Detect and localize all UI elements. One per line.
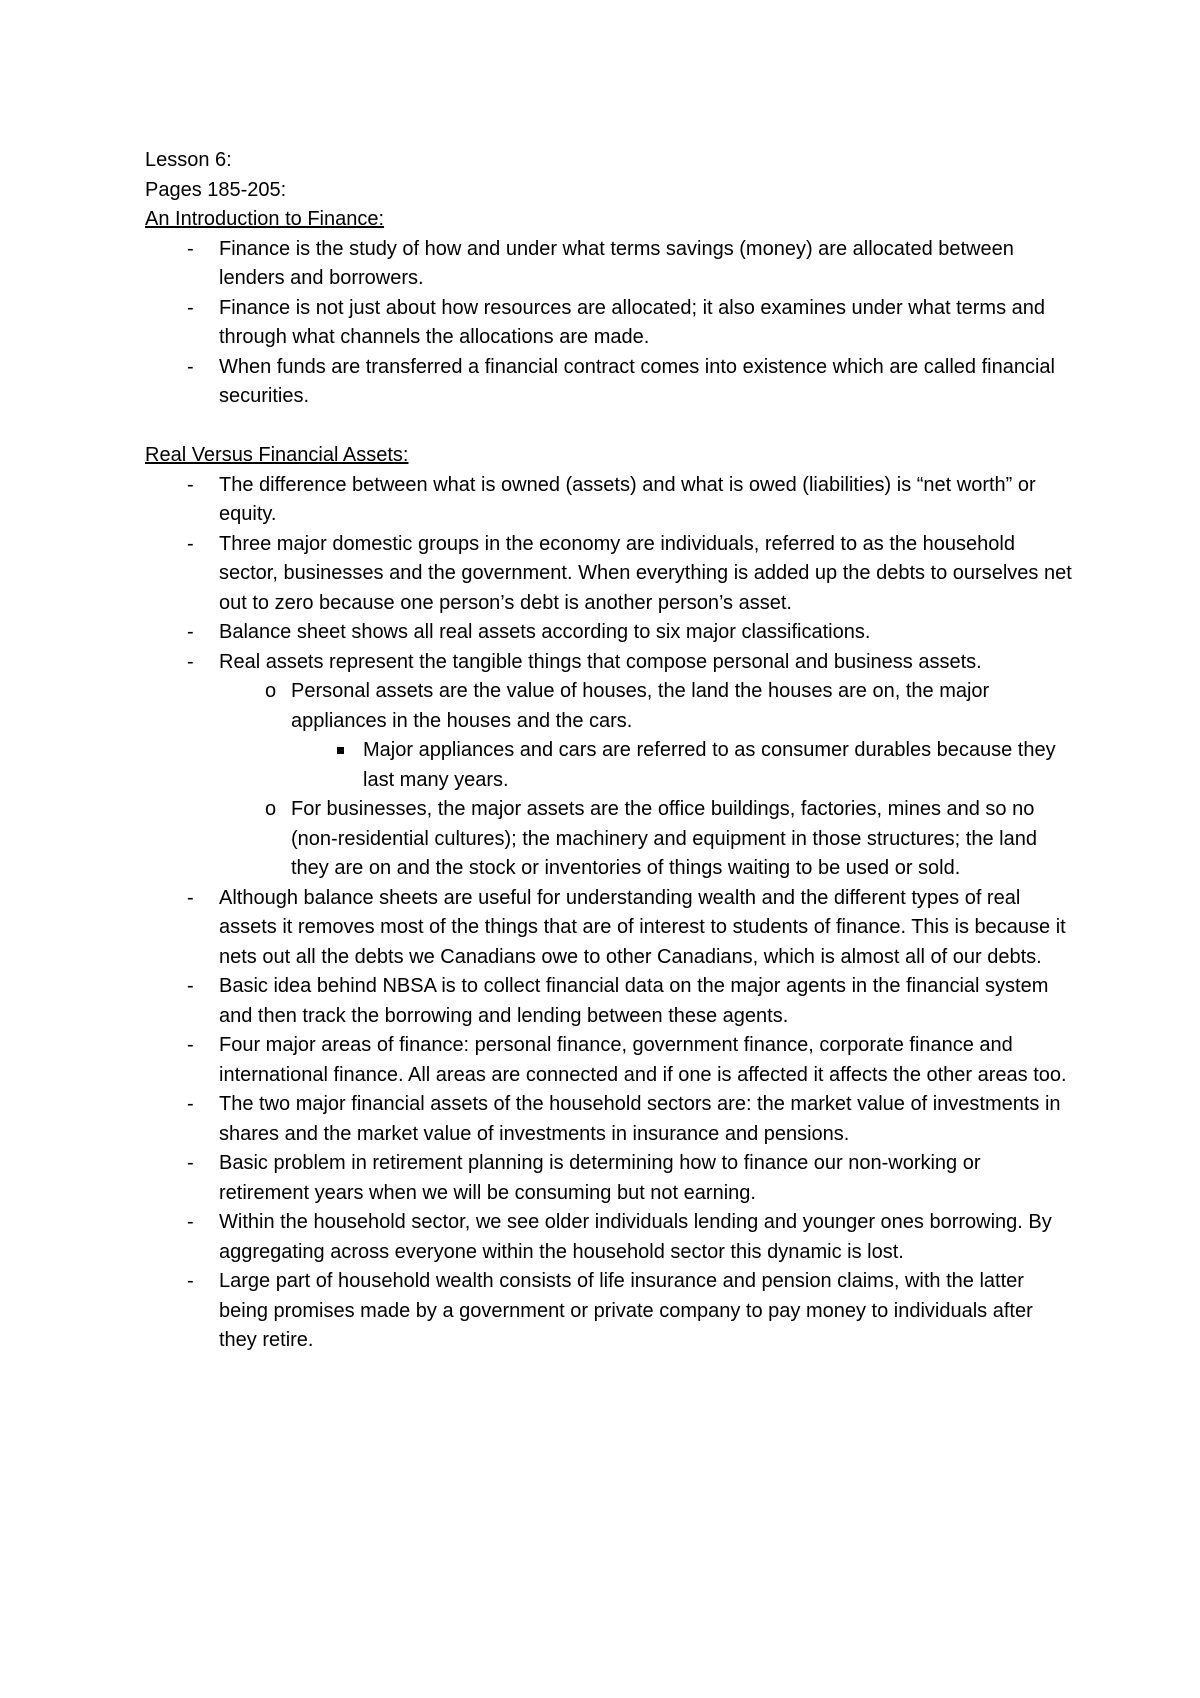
list-item-text: Balance sheet shows all real assets according to six major classifications. [219,621,871,643]
dash-bullet: - [187,1034,194,1056]
list-item-text: Large part of household wealth consists of life insurance and pension claims, with the latter being promises made by a government or private company to pay money to individuals after they retire. [219,1270,1033,1351]
circle-bullet: o [265,680,277,702]
list-item-text: Real assets represent the tangible things that compose personal and business assets. [219,650,982,673]
list-item [145,1149,1075,1208]
list-item [145,1090,1075,1149]
list-item-text: Within the household sector, we see older individuals lending and younger ones borrowing. By aggregating across everyone within the household sector this dynamic is lost. [219,1211,1052,1263]
sub-list-item-text: For businesses, the major assets are the office buildings, factories, mines and so no (non-residential cultures); the machinery and equipment in those structures; the land they are on and the stock or inventories of things waiting to be used or sold. [291,798,1037,879]
list-item [145,1208,1075,1267]
list-item [145,353,1075,412]
section-heading-intro: An Introduction to Finance: [145,208,385,230]
document-content [145,146,1075,1356]
circle-bullet: o [265,798,277,820]
dash-bullet: - [187,1270,194,1292]
dash-bullet: - [187,650,194,673]
list-item [145,618,1075,648]
list-item-text: Basic idea behind NBSA is to collect financial data on the major agents in the financial system and then track the borrowing and lending between these agents. [219,975,1049,1027]
dash-bullet: - [187,975,194,997]
list-item [145,471,1075,530]
dash-bullet: - [187,473,194,496]
list-item [145,1267,1075,1356]
dash-bullet: - [187,1152,194,1174]
sub-sub-list-item [291,736,1075,795]
list-item-text: Four major areas of finance: personal finance, government finance, corporate finance and international finance. All areas are connected and if one is affected it affects the other areas too. [219,1034,1067,1086]
dash-bullet: - [187,886,194,909]
list-item-text: The two major financial assets of the household sectors are: the market value of investments in shares and the market value of investments in insurance and pensions. [219,1093,1061,1145]
dash-bullet: - [187,296,194,319]
sub-sub-bullet-list [291,736,1075,795]
dash-bullet: - [187,1093,194,1115]
real-vs-financial-bullet-list [145,471,1075,1356]
dash-bullet: - [187,532,194,555]
dash-bullet: - [187,355,194,378]
list-item-text: Finance is the study of how and under what terms savings (money) are allocated between lenders and borrowers. [219,237,1014,289]
dash-bullet: - [187,621,194,643]
pages-label: Pages 185-205: [145,178,287,201]
list-item [145,884,1075,973]
sub-list-item [219,795,1075,884]
sub-sub-list-item-text: Major appliances and cars are referred to as consumer durables because they last many years. [363,739,1056,791]
list-item [145,648,1075,884]
list-item-text: Three major domestic groups in the economy are individuals, referred to as the household sector, businesses and the government. When everything is added up the debts to ourselves net out to zero because one person’s debt is another person’s asset. [219,532,1072,614]
list-item [145,1031,1075,1090]
section-spacer [145,412,1075,442]
list-item-text: Although balance sheets are useful for understanding wealth and the different types of real assets it removes most of the things that are of interest to students of finance. This is because it nets out all the debts we Canadians owe to other Canadians, which is almost all of our debts. [219,886,1066,968]
sub-bullet-list [219,677,1075,884]
list-item [145,530,1075,619]
list-item [145,972,1075,1031]
lesson-label: Lesson 6: [145,149,232,171]
list-item-text: Finance is not just about how resources are allocated; it also examines under what terms and through what channels the allocations are made. [219,296,1045,348]
sub-list-item-text: Personal assets are the value of houses, the land the houses are on, the major appliances in the houses and the cars. [291,680,990,732]
sub-list-item [219,677,1075,795]
square-bullet-icon [337,747,344,754]
list-item-text: Basic problem in retirement planning is determining how to finance our non-working or retirement years when we will be consuming but not earning. [219,1152,981,1204]
intro-bullet-list [145,235,1075,412]
list-item [145,294,1075,353]
list-item-text: The difference between what is owned (assets) and what is owed (liabilities) is “net worth” or equity. [219,473,1036,525]
dash-bullet: - [187,237,194,260]
section-heading-real-vs-financial: Real Versus Financial Assets: [145,444,409,466]
dash-bullet: - [187,1211,194,1233]
list-item-text: When funds are transferred a financial contract comes into existence which are called financial securities. [219,355,1055,407]
list-item [145,235,1075,294]
